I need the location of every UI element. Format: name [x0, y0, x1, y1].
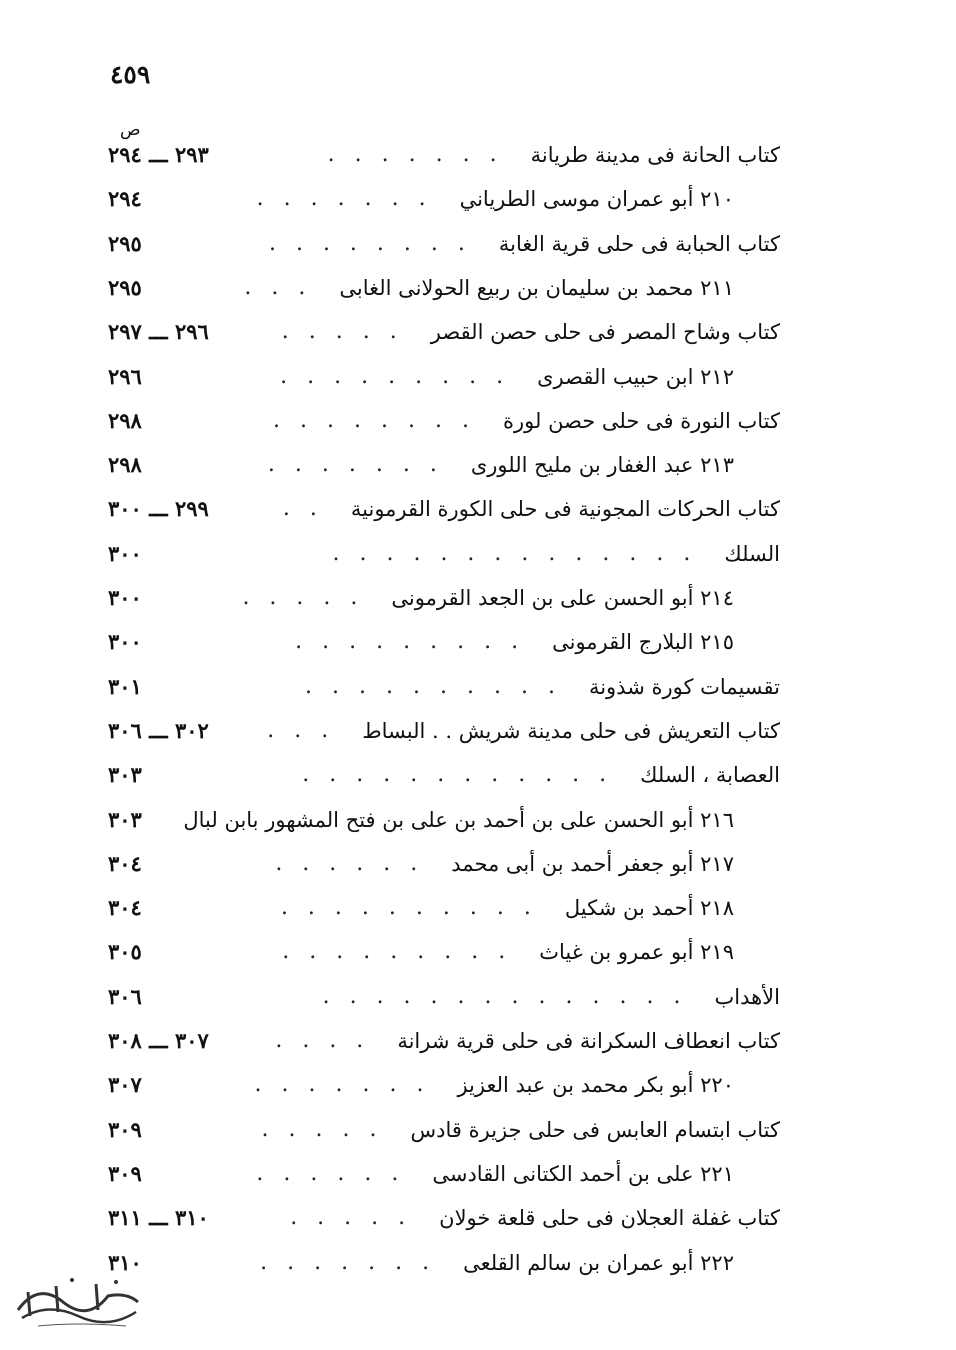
- leader-dots: .........: [282, 939, 526, 965]
- toc-entry-title: ٢١٨ أحمد بن شكيل: [564, 896, 734, 921]
- toc-row: [0, 356, 956, 400]
- leader-dots: ..........: [280, 895, 551, 921]
- leader-dots: ..............: [332, 540, 711, 566]
- toc-entry-title: ٢١٥ البلارج القرمونى: [552, 630, 734, 655]
- leader-dots: ......: [256, 1160, 419, 1186]
- toc-page-number: ٣٠٣: [108, 806, 142, 832]
- toc-section-title: كتاب وشاح المصر فى حلى حصن القصر: [430, 320, 780, 345]
- toc-entry-title: ٢١٣ عبد الغفار بن مليح اللورى: [470, 453, 734, 478]
- toc-page-number: ٣٠٦: [108, 983, 142, 1009]
- leader-dots: .......: [327, 142, 517, 167]
- toc-section-title: الأهداب: [714, 984, 780, 1009]
- toc-page-number: ٢٩٦: [108, 363, 142, 389]
- toc-row: [0, 488, 956, 532]
- toc-entry-title: ٢٢١ على بن أحمد الكتانى القادسى: [432, 1161, 734, 1186]
- page-column-header: ص: [120, 120, 141, 140]
- toc-section-title: كتاب التعريش فى حلى مدينة شريش . . البساط: [362, 718, 780, 743]
- leader-dots: ..: [282, 496, 337, 522]
- toc-section-title: العصابة ، السلك: [640, 763, 780, 788]
- leader-dots: ........: [273, 407, 489, 433]
- toc-page-number: ٢٩٨: [108, 452, 142, 478]
- toc-entry-title: ٢١٢ ابن حبيب القصرى: [537, 364, 734, 389]
- toc-row: [0, 1020, 956, 1064]
- toc-page-number: ٣٠٣: [108, 762, 142, 788]
- toc-page-number: ٣٠١: [108, 673, 142, 699]
- toc-section-title: كتاب الحبابة فى حلى قرية الغابة: [498, 231, 780, 256]
- toc-page-number: ٢٩٤: [108, 186, 142, 212]
- toc-entry-title: ٢١٩ أبو عمرو بن غياث: [539, 940, 734, 965]
- toc-section-title: تقسيمات كورة شذونة: [588, 674, 780, 699]
- toc-row: [0, 533, 956, 577]
- toc-page-number: ٢٩٥: [108, 274, 142, 300]
- toc-row: [0, 666, 956, 710]
- toc-row: [0, 311, 956, 355]
- leader-dots: .....: [281, 319, 417, 345]
- library-stamp-logo: [8, 1272, 148, 1332]
- leader-dots: .........: [295, 629, 539, 655]
- leader-dots: .....: [261, 1116, 397, 1142]
- toc-row: [0, 178, 956, 222]
- toc-row: [0, 1197, 956, 1241]
- toc-row: [0, 976, 956, 1020]
- leader-dots: ...: [267, 717, 349, 743]
- toc-entry-title: ٢١٦ أبو الحسن على بن أحمد بن على بن فتح المشهور بابن لبال: [183, 807, 734, 832]
- toc-row: [0, 267, 956, 311]
- toc-row: [0, 843, 956, 887]
- toc-section-title: كتاب انعطاف السكرانة فى حلى قرية شرانة: [397, 1029, 780, 1053]
- toc-row: [0, 754, 956, 798]
- toc-page-number: ٣٠٧: [108, 1072, 142, 1098]
- leader-dots: ..............: [322, 983, 701, 1009]
- toc-row: [0, 621, 956, 665]
- toc-row: [0, 710, 956, 754]
- toc-page-number: ٣٠٤: [108, 850, 142, 876]
- leader-dots: .....: [242, 585, 378, 610]
- toc-page-number: ٣٠٠: [108, 540, 142, 566]
- toc-row: [0, 134, 956, 178]
- toc-row: [0, 1109, 956, 1153]
- toc-row: [0, 799, 956, 843]
- toc-page-number: ٢٩٨: [108, 407, 142, 433]
- toc-page-number: ٣٠٠: [108, 629, 142, 655]
- toc-entry-title: ٢٢٢ أبو عمران بن سالم القلعى: [463, 1250, 734, 1275]
- leader-dots: .........: [280, 363, 524, 389]
- toc-page-number: ٢٩٥: [108, 230, 142, 256]
- toc-page-number: ٣١٠: [108, 1249, 142, 1275]
- toc-page-number: ٣٠٤: [108, 895, 142, 921]
- toc-page-number: ٣٠٢ ـــ ٣٠٦: [108, 717, 209, 743]
- toc-row: [0, 444, 956, 488]
- leader-dots: ......: [275, 850, 438, 876]
- toc-entry-title: ٢١٧ أبو جعفر أحمد بن أبى محمد: [451, 851, 734, 876]
- leader-dots: ....: [275, 1028, 384, 1053]
- toc-section-title: كتاب الحركات المجونية فى حلى الكورة القرمونية: [350, 497, 780, 522]
- toc-row: [0, 400, 956, 444]
- toc-section-title: كتاب ابتسام العابس فى حلى جزيرة قادس: [410, 1117, 780, 1142]
- toc-page-number: ٣٠٠: [108, 585, 142, 610]
- toc-row: [0, 223, 956, 267]
- leader-dots: .......: [267, 452, 457, 478]
- toc-page-number: ٣٠٥: [108, 939, 142, 965]
- toc-page-number: ٣٠٩: [108, 1116, 142, 1142]
- toc-section-title: كتاب غفلة العجلان فى حلى قلعة خولان: [439, 1206, 780, 1231]
- toc-entry-title: ٢٢٠ أبو بكر محمد بن عبد العزيز: [457, 1073, 734, 1098]
- toc-row: [0, 1064, 956, 1108]
- toc-page-number: ٢٩٣ ـــ ٢٩٤: [108, 142, 209, 167]
- leader-dots: .......: [260, 1249, 450, 1275]
- toc-section-title: كتاب النورة فى حلى حصن لورة: [503, 408, 780, 433]
- toc-page-number: ٣٠٧ ـــ ٣٠٨: [108, 1028, 209, 1053]
- toc-page-number: ٣٠٩: [108, 1160, 142, 1186]
- toc-entry-title: ٢١١ محمد بن سليمان بن ربيع الحولانى الغابى: [339, 275, 734, 300]
- leader-dots: ..........: [305, 673, 575, 699]
- toc-row: [0, 887, 956, 931]
- leader-dots: ............: [302, 762, 627, 788]
- toc-section-title: السلك: [724, 541, 780, 566]
- toc-row: [0, 931, 956, 975]
- toc-entry-title: ٢١٤ أبو الحسن على بن الجعد القرمونى: [391, 586, 734, 610]
- toc-row: [0, 1153, 956, 1197]
- leader-dots: .......: [254, 1072, 444, 1098]
- toc-section-title: كتاب الحانة فى مدينة طريانة: [530, 143, 780, 167]
- toc-page-number: ٢٩٩ ـــ ٣٠٠: [108, 496, 209, 522]
- page-number: ٤٥٩: [110, 60, 151, 89]
- leader-dots: ...: [244, 274, 326, 300]
- toc-page-number: ٢٩٦ ـــ ٢٩٧: [108, 319, 209, 345]
- toc-row: [0, 577, 956, 621]
- leader-dots: .....: [290, 1205, 426, 1231]
- leader-dots: .......: [256, 186, 446, 212]
- leader-dots: ........: [268, 230, 485, 256]
- toc-page-number: ٣١٠ ـــ ٣١١: [108, 1205, 209, 1231]
- toc-entry-title: ٢١٠ أبو عمران موسى الطرياني: [459, 187, 734, 212]
